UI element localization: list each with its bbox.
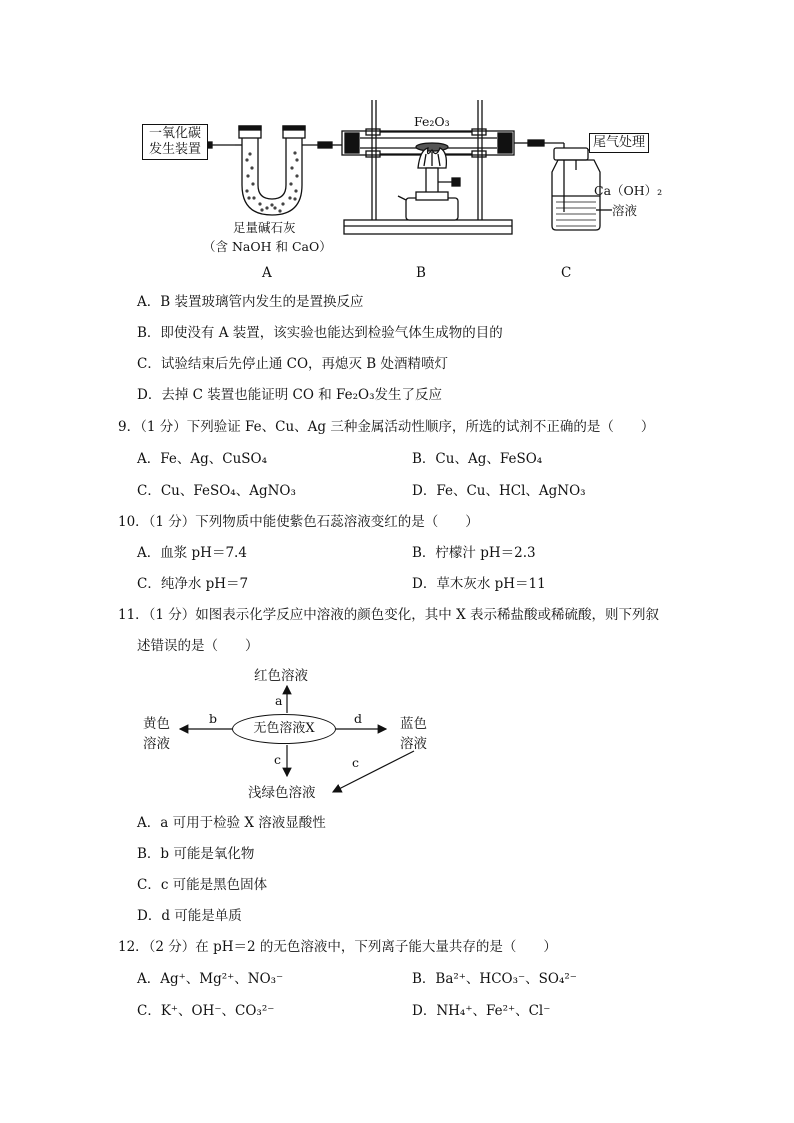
q9-option-c: C．Cu、FeSO₄、AgNO₃ xyxy=(137,483,296,499)
soda-lime-label-line2: （含 NaOH 和 CaO） xyxy=(203,239,332,254)
q8-option-a: A．B 装置玻璃管内发生的是置换反应 xyxy=(137,294,364,310)
diagram-top-node: 红色溶液 xyxy=(254,668,308,684)
q12-option-d: D．NH₄⁺、Fe²⁺、Cl⁻ xyxy=(412,1003,551,1019)
diagram-right-node-line1: 蓝色 xyxy=(400,716,427,732)
diagram-left-node-line2: 溶液 xyxy=(143,736,170,752)
apparatus-label-a: A xyxy=(262,265,272,281)
co-generator-line2: 发生装置 xyxy=(148,142,201,157)
q12-option-b: B．Ba²⁺、HCO₃⁻、SO₄²⁻ xyxy=(412,971,577,987)
q9-option-d: D．Fe、Cu、HCl、AgNO₃ xyxy=(412,483,586,499)
q12-option-c: C．K⁺、OH⁻、CO₃²⁻ xyxy=(137,1003,275,1019)
q11-stem-line1: 11．（1 分）如图表示化学反应中溶液的颜色变化，其中 X 表示稀盐酸或稀硫酸，则下列叙 xyxy=(118,607,660,623)
q11-option-b: B．b 可能是氧化物 xyxy=(137,846,255,862)
q10-option-c: C．纯净水 pH＝7 xyxy=(137,576,249,592)
q9-stem: 9．（1 分）下列验证 Fe、Cu、Ag 三种金属活动性顺序，所选的试剂不正确的是（ ） xyxy=(118,419,655,435)
q12-option-a: A．Ag⁺、Mg²⁺、NO₃⁻ xyxy=(137,971,284,987)
caoh2-label-line1: Ca（OH）₂ xyxy=(594,183,663,198)
q11-option-d: D．d 可能是单质 xyxy=(137,908,242,924)
soda-lime-label-line1: 足量碱石灰 xyxy=(233,220,296,235)
q8-option-c: C．试验结束后先停止通 CO，再熄灭 B 处酒精喷灯 xyxy=(137,356,449,372)
q9-option-a: A．Fe、Ag、CuSO₄ xyxy=(137,451,268,467)
diagram-bottom-node: 浅绿色溶液 xyxy=(248,785,316,801)
q9-option-b: B．Cu、Ag、FeSO₄ xyxy=(412,451,543,467)
caoh2-label-line2: 溶液 xyxy=(612,203,638,218)
q8-option-d: D．去掉 C 装置也能证明 CO 和 Fe₂O₃发生了反应 xyxy=(137,387,443,403)
q11-option-c: C．c 可能是黑色固体 xyxy=(137,877,268,893)
arrow-label-c2: c xyxy=(352,755,360,770)
q10-option-b: B．柠檬汁 pH＝2.3 xyxy=(412,545,536,561)
co-generator-line1: 一氧化碳 xyxy=(148,126,201,141)
arrow-label-c1: c xyxy=(274,752,282,767)
diagram-right-node-line2: 溶液 xyxy=(400,736,427,752)
arrow-label-b: b xyxy=(209,711,218,726)
q8-option-b: B．即使没有 A 装置，该实验也能达到检验气体生成物的目的 xyxy=(137,325,503,341)
apparatus-label-c: C xyxy=(561,265,572,281)
q10-stem: 10．（1 分）下列物质中能使紫色石蕊溶液变红的是（ ） xyxy=(118,514,479,530)
q11-option-a: A．a 可用于检验 X 溶液显酸性 xyxy=(137,815,326,831)
q12-stem: 12．（2 分）在 pH＝2 的无色溶液中，下列离子能大量共存的是（ ） xyxy=(118,939,557,955)
q11-stem-line2: 述错误的是（ ） xyxy=(137,638,259,654)
diagram-left-node-line1: 黄色 xyxy=(143,716,170,732)
tail-gas-box: 尾气处理 xyxy=(589,133,649,153)
q10-option-a: A．血浆 pH＝7.4 xyxy=(137,545,247,561)
arrow-label-d: d xyxy=(354,711,363,726)
arrow-label-a: a xyxy=(275,693,283,708)
apparatus-label-b: B xyxy=(416,265,426,281)
diagram-center-node: 无色溶液X xyxy=(232,714,336,744)
fe2o3-label: Fe₂O₃ xyxy=(414,114,450,129)
q10-option-d: D．草木灰水 pH＝11 xyxy=(412,576,546,592)
